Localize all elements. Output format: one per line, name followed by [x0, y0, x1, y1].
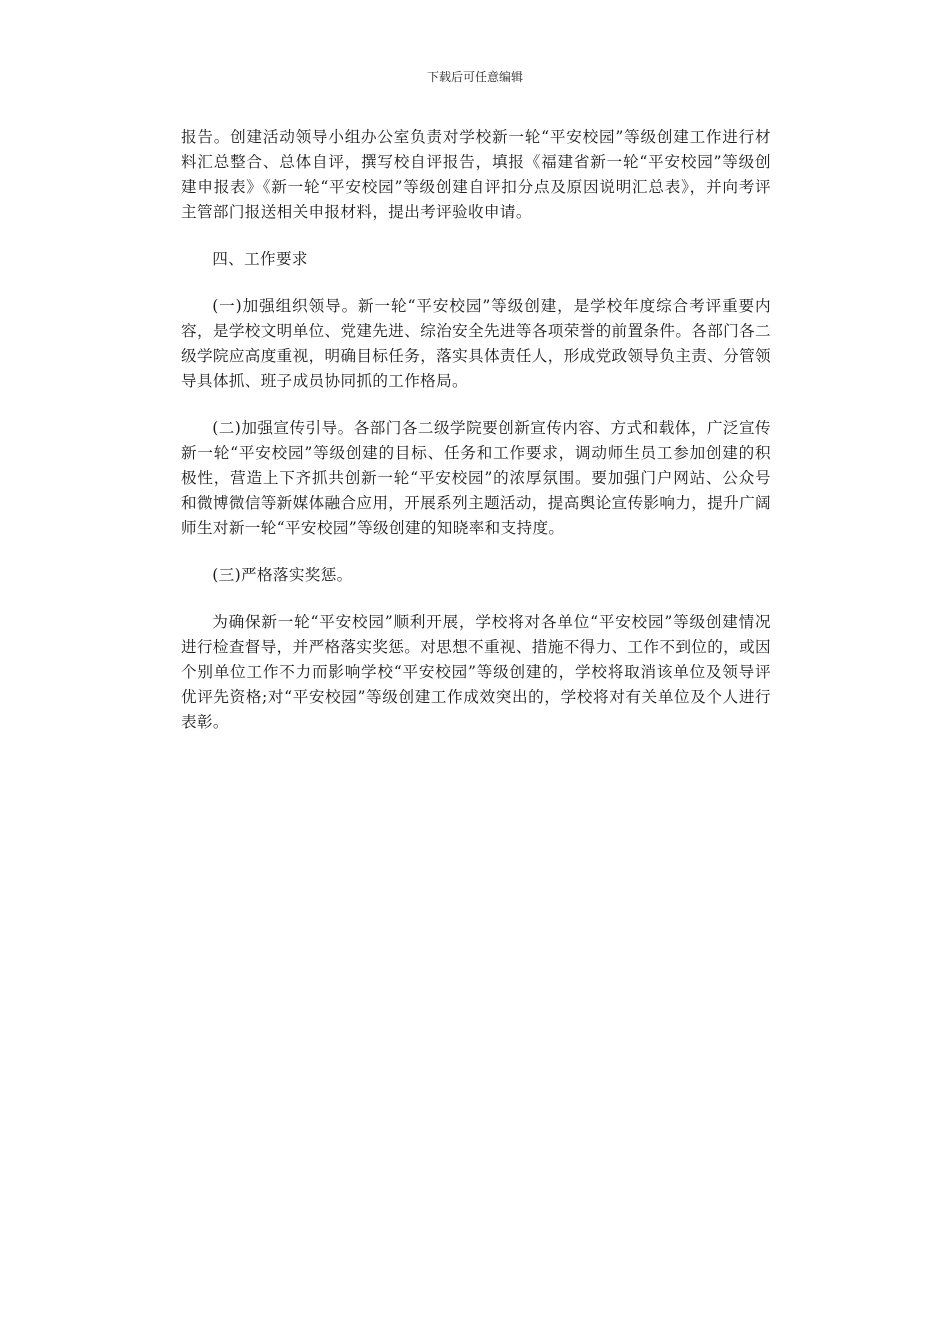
section-heading-work-requirements: 四、工作要求	[212, 250, 308, 268]
paragraph-report-continuation: 报告。创建活动领导小组办公室负责对学校新一轮“平安校园”等级创建工作进行材料汇总整合、总体自评，撰写校自评报告，填报《福建省新一轮“平安校园”等级创建申报表》《新一轮“平安校园”等级创建自评扣分点及原因说明汇总表》，并向考评主管部门报送相关申报材料，提出考评验收申请。	[181, 128, 771, 221]
paragraph-publicity-guidance: (二)加强宣传引导。各部门各二级学院要创新宣传内容、方式和载体，广泛宣传新一轮“平安校园”等级创建的目标、任务和工作要求，调动师生员工参加创建的积极性，营造上下齐抓共创新一轮“平安校园”的浓厚氛围。要加强门户网站、公众号和微博微信等新媒体融合应用，开展系列主题活动，提高舆论宣传影响力，提升广阔师生对新一轮“平安校园”等级创建的知晓率和支持度。	[181, 419, 771, 537]
page-header-note: 下载后可任意编辑	[426, 70, 523, 84]
paragraph-rewards-punishments: 为确保新一轮“平安校园”顺利开展，学校将对各单位“平安校园”等级创建情况进行检查督导，并严格落实奖惩。对思想不重视、措施不得力、工作不到位的，或因个别单位工作不力而影响学校“平安校园”等级创建的，学校将取消该单位及领导评优评先资格;对“平安校园”等级创建工作成效突出的，学校将对有关单位及个人进行表彰。	[181, 613, 771, 731]
document-body	[181, 125, 771, 757]
paragraph-organization-leadership: (一)加强组织领导。新一轮“平安校园”等级创建，是学校年度综合考评重要内容，是学校文明单位、党建先进、综治安全先进等各项荣誉的前置条件。各部门各二级学院应高度重视，明确目标任务，落实具体责任人，形成党政领导负主责、分管领导具体抓、班子成员协同抓的工作格局。	[181, 297, 771, 390]
subheading-rewards-punishments: (三)严格落实奖惩。	[212, 566, 353, 584]
